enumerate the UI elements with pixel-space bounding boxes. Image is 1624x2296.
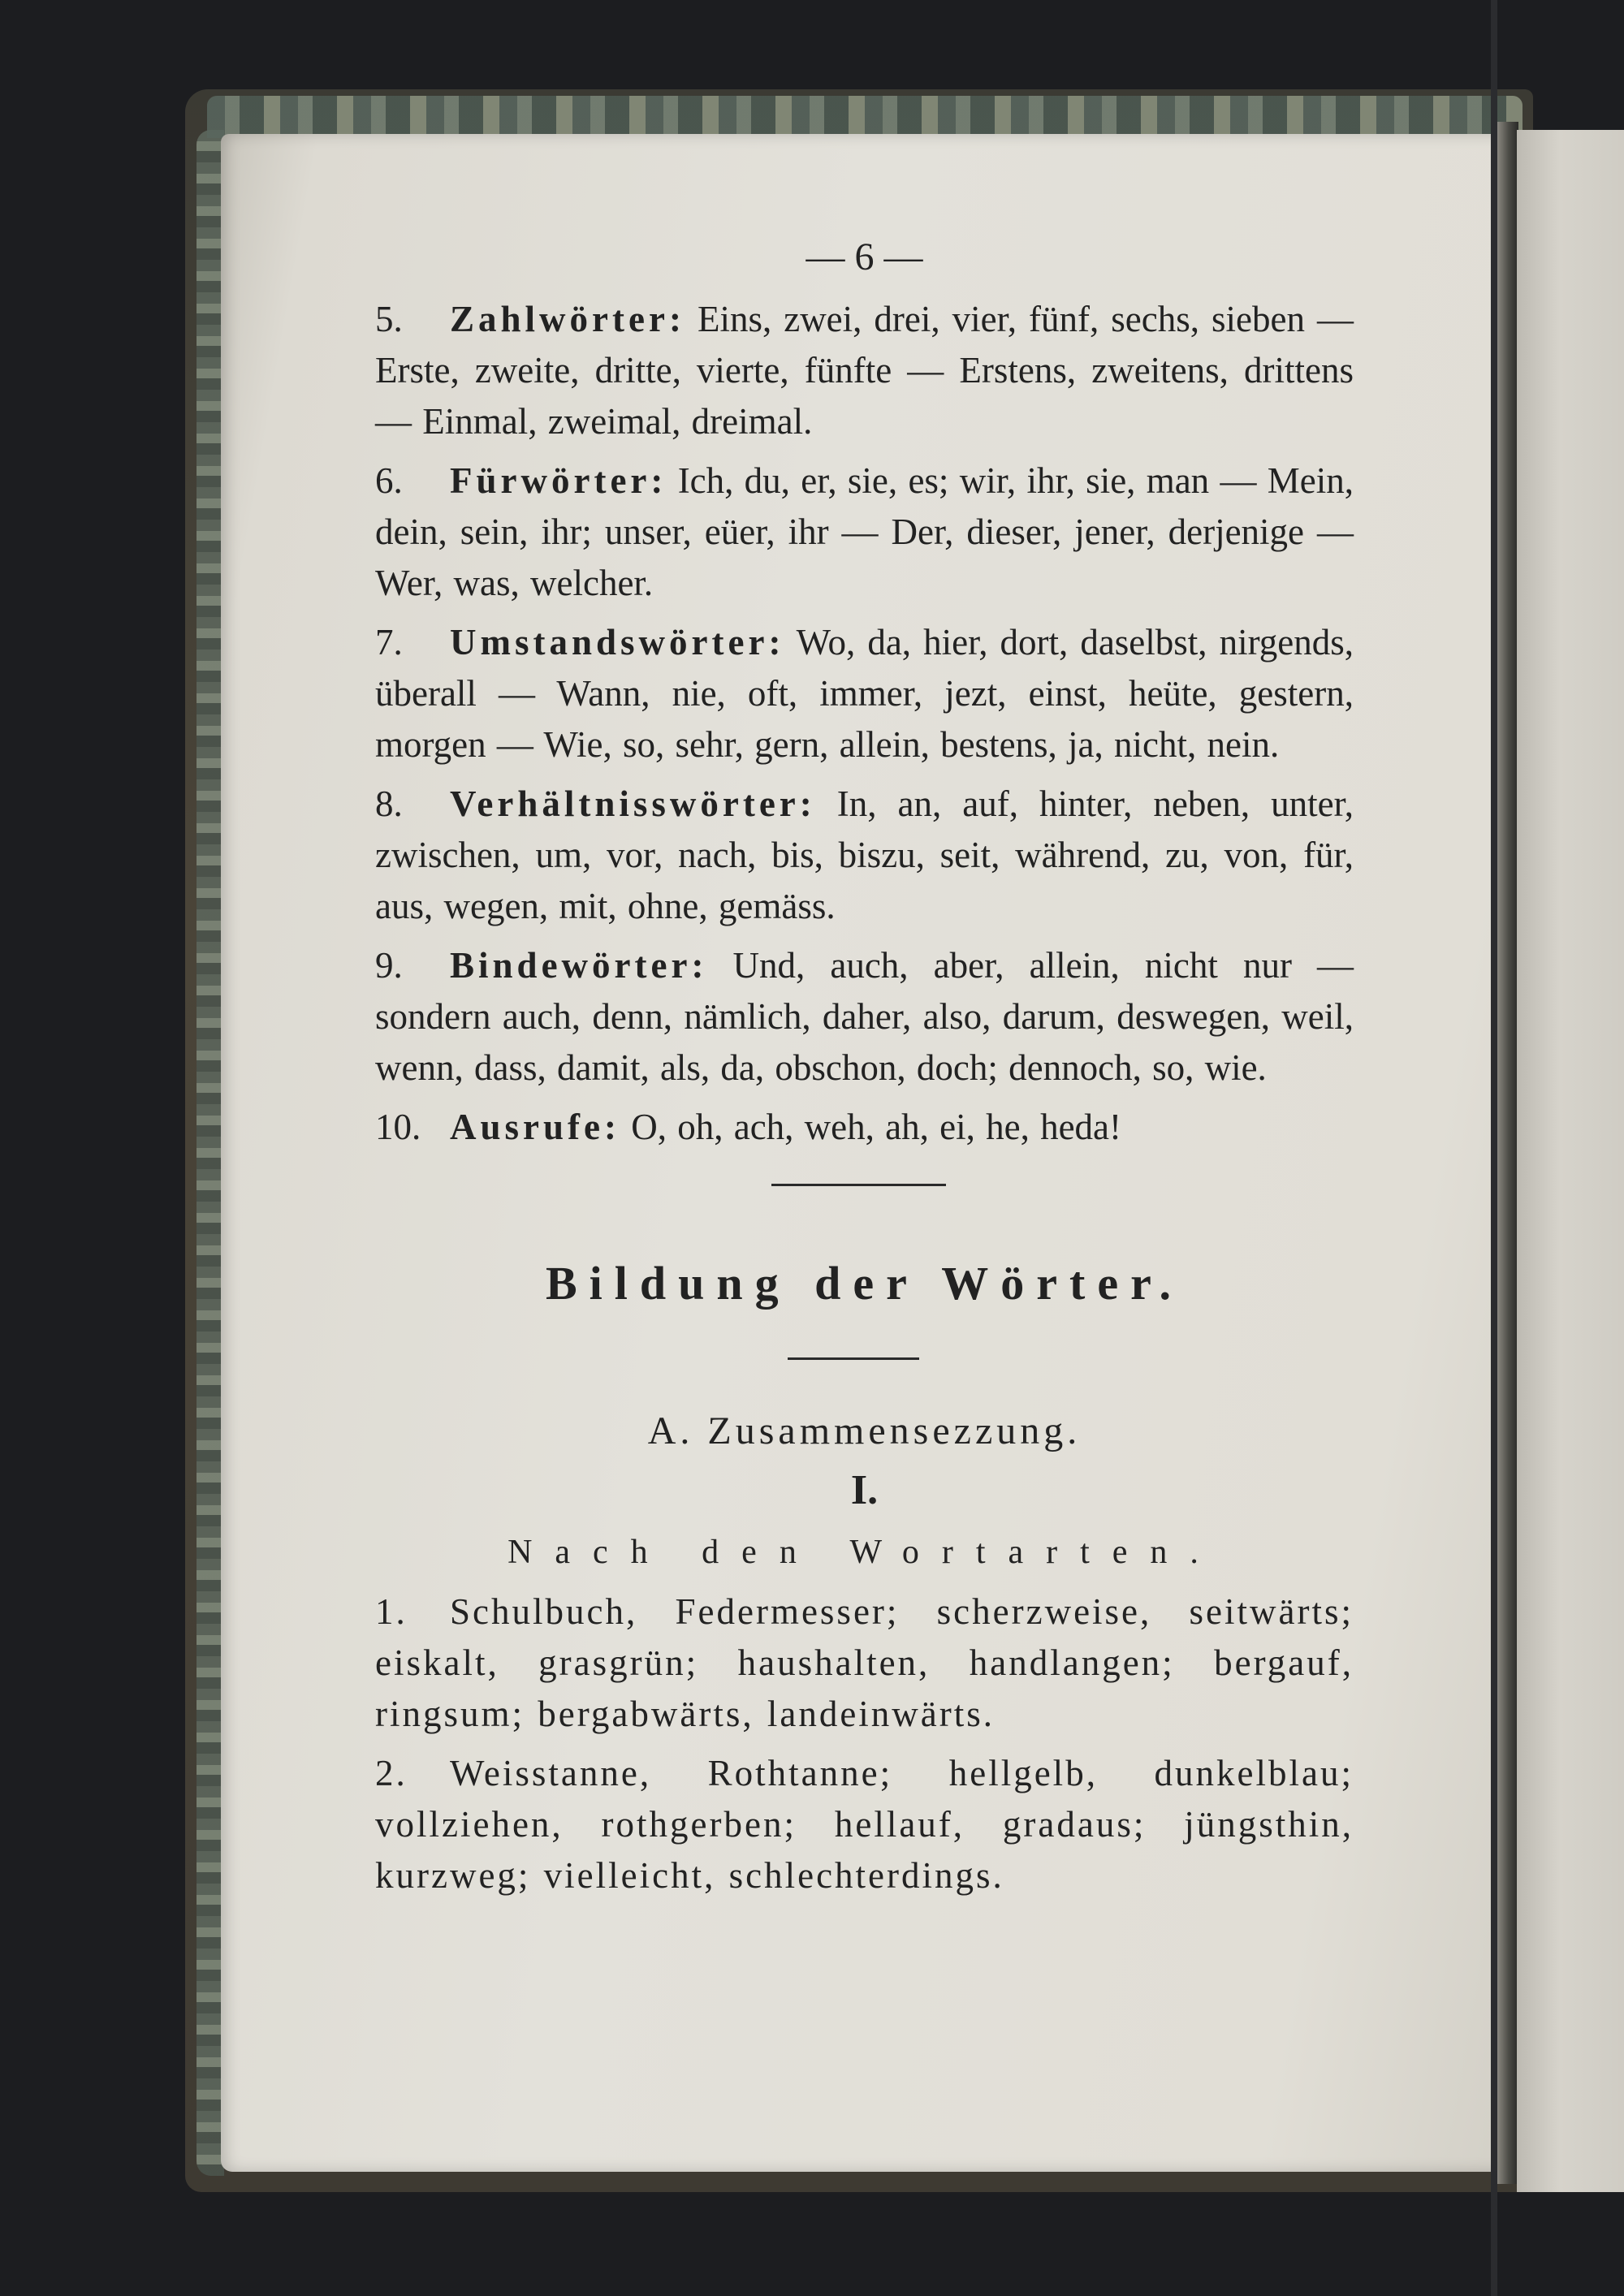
paragraph-text: Eins, zwei, drei, vier, fünf, sechs, sieben — Erste, zweite, dritte, vierte, fünfte — Erstens, zweitens, drittens — Einmal, zweimal, dreimal. bbox=[375, 299, 1354, 442]
paragraph-text: In, an, auf, hinter, neben, unter, zwischen, um, vor, nach, bis, biszu, seit, während, zu, von, für, aus, wegen, mit, ohne, gemäss. bbox=[375, 783, 1354, 926]
paragraph-term: Fürwörter: bbox=[450, 460, 667, 501]
paragraph-number: 7. bbox=[375, 622, 403, 662]
paragraph-number: 8. bbox=[375, 783, 403, 824]
paragraph-6 bbox=[375, 455, 1354, 609]
paragraph-term: Umstandswörter: bbox=[450, 622, 785, 662]
paragraph-5 bbox=[375, 294, 1354, 447]
paragraph-8 bbox=[375, 779, 1354, 932]
page-number: — 6 — bbox=[806, 235, 923, 278]
paragraph-term: Verhältnisswörter: bbox=[450, 783, 816, 824]
paragraph-7 bbox=[375, 617, 1354, 770]
paragraph-term: Ausrufe: bbox=[450, 1107, 620, 1147]
page-text bbox=[375, 231, 1354, 1910]
roman-numeral: I. bbox=[850, 1467, 879, 1513]
example-number: 2. bbox=[375, 1753, 408, 1793]
divider-rule bbox=[788, 1357, 919, 1360]
example-text: Schulbuch, Federmesser; scherzweise, seitwärts; eiskalt, grasgrün; haushalten, handlangen; bergauf, ringsum; bergabwärts, landeinwärts. bbox=[375, 1591, 1354, 1734]
subsection-heading: A. Zusammensezzung. bbox=[647, 1409, 1082, 1452]
scanner-rail bbox=[1491, 0, 1497, 2296]
example-number: 1. bbox=[375, 1591, 408, 1632]
paragraph-number: 10. bbox=[375, 1107, 421, 1147]
example-text: Weisstanne, Rothtanne; hellgelb, dunkelblau; vollziehen, rothgerben; hellauf, gradaus; jüngsthin, kurzweg; vielleicht, schlechterdings. bbox=[375, 1753, 1354, 1896]
paragraph-number: 6. bbox=[375, 460, 403, 501]
section-title: Nach den Wortarten. bbox=[508, 1534, 1221, 1571]
marbled-top-edge bbox=[207, 96, 1522, 138]
paragraph-text: Ich, du, er, sie, es; wir, ihr, sie, man — Mein, dein, sein, ihr; unser, eüer, ihr — Der, dieser, jener, derjenige — Wer, was, welcher. bbox=[375, 460, 1354, 603]
paragraph-text: Wo, da, hier, dort, daselbst, nirgends, überall — Wann, nie, oft, immer, jezt, einst, heüte, gestern, morgen — Wie, so, sehr, gern, allein, bestens, ja, nicht, nein. bbox=[375, 622, 1354, 765]
marbled-page-edge bbox=[197, 130, 224, 2176]
paragraph-10 bbox=[375, 1102, 1354, 1153]
paragraph-text: O, oh, ach, weh, ah, ei, he, heda! bbox=[631, 1107, 1122, 1147]
paragraph-number: 9. bbox=[375, 945, 403, 986]
example-2 bbox=[375, 1748, 1354, 1901]
book-gutter bbox=[1494, 122, 1518, 2184]
section-heading: Bildung der Wörter. bbox=[545, 1257, 1184, 1310]
paragraph-term: Bindewörter: bbox=[450, 945, 708, 986]
divider-rule bbox=[771, 1184, 946, 1186]
paragraph-9 bbox=[375, 940, 1354, 1094]
example-1 bbox=[375, 1586, 1354, 1740]
right-page-edge bbox=[1517, 130, 1624, 2192]
paragraph-number: 5. bbox=[375, 299, 403, 339]
paragraph-text: Und, auch, aber, allein, nicht nur — sondern auch, denn, nämlich, daher, also, darum, deswegen, weil, wenn, dass, damit, als, da, obschon, doch; dennoch, so, wie. bbox=[375, 945, 1354, 1088]
paragraph-term: Zahlwörter: bbox=[450, 299, 685, 339]
